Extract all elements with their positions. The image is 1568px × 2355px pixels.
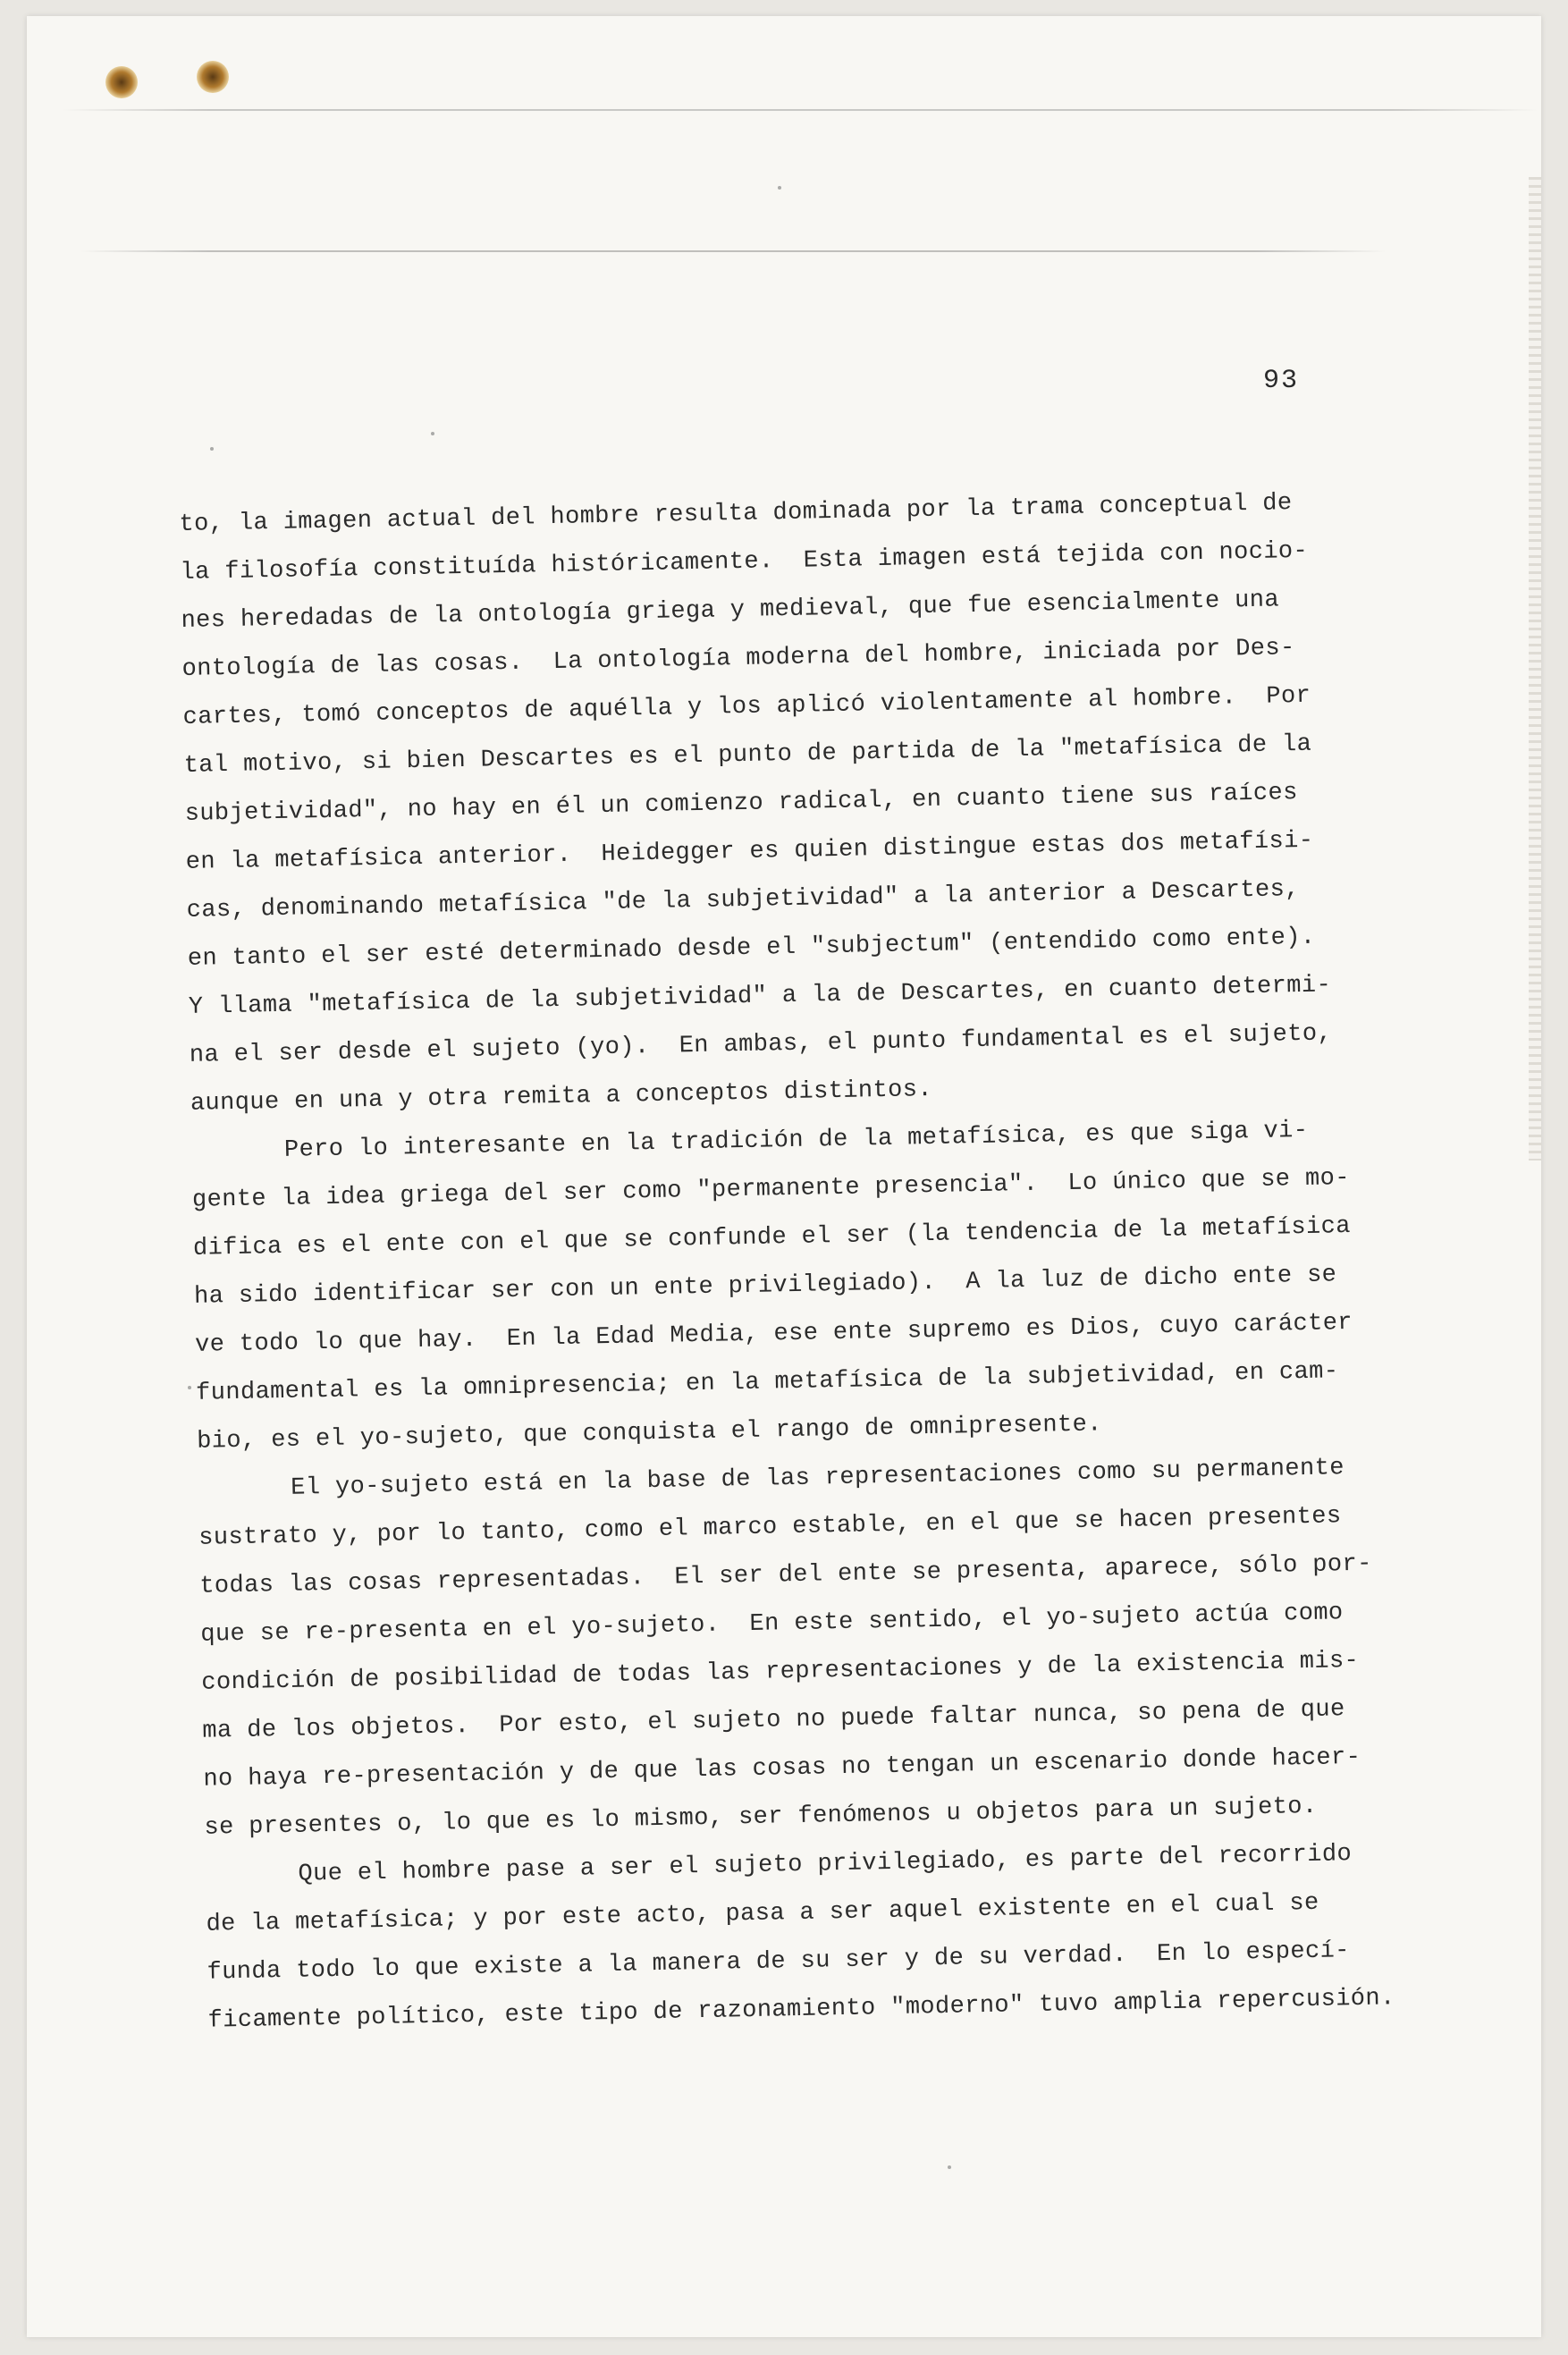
ink-speck xyxy=(188,1386,191,1389)
text-line: ha sido identificar ser con un ente privilegiado). A la luz de dicho ente se xyxy=(193,1262,1337,1311)
text-line: ma de los objetos. Por esto, el sujeto no puede faltar nunca, so pena de que xyxy=(202,1696,1345,1745)
text-line: bio, es el yo-sujeto, que conquista el rango de omnipresente. xyxy=(196,1411,1103,1456)
paper-right-edge xyxy=(1529,177,1541,1161)
text-line: todas las cosas representadas. El ser del ente se presenta, aparece, sólo por- xyxy=(199,1550,1372,1600)
text-line: cas, denominando metafísica "de la subjetividad" a la anterior a Descartes, xyxy=(186,876,1301,924)
body-text xyxy=(179,477,1478,2046)
ink-speck xyxy=(948,2165,951,2169)
text-line: en tanto el ser esté determinado desde el "subjectum" (entendido como ente). xyxy=(187,924,1316,973)
text-line: nes heredadas de la ontología griega y medieval, que fue esencialmente una xyxy=(181,587,1280,635)
text-line: gente la idea griega del ser como "permanente presencia". Lo único que se mo- xyxy=(191,1164,1351,1214)
ink-speck xyxy=(431,432,434,435)
header-rule-line xyxy=(80,250,1386,252)
text-line: en la metafísica anterior. Heidegger es quien distingue estas dos metafísi- xyxy=(185,827,1314,876)
text-line: Pero lo interesante en la tradición de la metafísica, es que siga vi- xyxy=(283,1117,1309,1164)
ink-speck xyxy=(778,186,781,190)
text-line: Y llama "metafísica de la subjetividad" a la de Descartes, en cuanto determi- xyxy=(188,972,1332,1021)
text-line: sustrato y, por lo tanto, como el marco estable, en el que se hacen presentes xyxy=(198,1503,1342,1552)
text-line: no haya re-presentación y de que las cosas no tengan un escenario donde hacer- xyxy=(203,1743,1361,1794)
text-line: que se re-presenta en el yo-sujeto. En este sentido, el yo-sujeto actúa como xyxy=(200,1600,1344,1649)
top-fold-line xyxy=(63,109,1538,111)
text-line: aunque en una y otra remita a conceptos distintos. xyxy=(190,1076,933,1118)
text-line: to, la imagen actual del hombre resulta dominada por la trama conceptual de xyxy=(179,490,1293,538)
text-line: ficamente político, este tipo de razonamiento "moderno" tuvo amplia repercusión. xyxy=(207,1985,1395,2035)
punch-hole-stain xyxy=(105,66,138,98)
text-line: difica es el ente con el que se confunde el ser (la tendencia de la metafísica xyxy=(192,1212,1352,1262)
text-line: la filosofía constituída históricamente. Esta imagen está tejida con nocio- xyxy=(180,537,1309,587)
text-line: na el ser desde el sujeto (yo). En ambas, el punto fundamental es el sujeto, xyxy=(189,1020,1333,1069)
text-line: condición de posibilidad de todas las representaciones y de la existencia mis- xyxy=(201,1647,1360,1697)
text-line: se presentes o, lo que es lo mismo, ser fenómenos u objetos para un sujeto. xyxy=(204,1793,1318,1842)
text-line: tal motivo, si bien Descartes es el punto de partida de la "metafísica de la xyxy=(183,730,1312,780)
text-line: funda todo lo que existe a la manera de su ser y de su verdad. En lo especí- xyxy=(207,1937,1351,1987)
text-line: cartes, tomó conceptos de aquélla y los aplicó violentamente al hombre. Por xyxy=(182,682,1311,731)
text-line: ve todo lo que hay. En la Edad Media, ese ente supremo es Dios, cuyo carácter xyxy=(194,1309,1353,1359)
text-line: subjetividad", no hay en él un comienzo radical, en cuanto tiene sus raíces xyxy=(184,780,1298,828)
punch-hole-stain xyxy=(197,61,229,93)
text-line: de la metafísica; y por este acto, pasa a ser aquel existente en el cual se xyxy=(206,1889,1319,1938)
text-line: ontología de las cosas. La ontología moderna del hombre, iniciada por Des- xyxy=(181,635,1295,683)
text-line: Que el hombre pase a ser el sujeto privilegiado, es parte del recorrido xyxy=(298,1841,1353,1888)
ink-speck xyxy=(210,447,214,451)
text-line: fundamental es la omnipresencia; en la metafísica de la subjetividad, en cam- xyxy=(195,1358,1339,1407)
text-line: El yo-sujeto está en la base de las representaciones como su permanente xyxy=(290,1455,1345,1502)
page-number: 93 xyxy=(1263,366,1300,396)
